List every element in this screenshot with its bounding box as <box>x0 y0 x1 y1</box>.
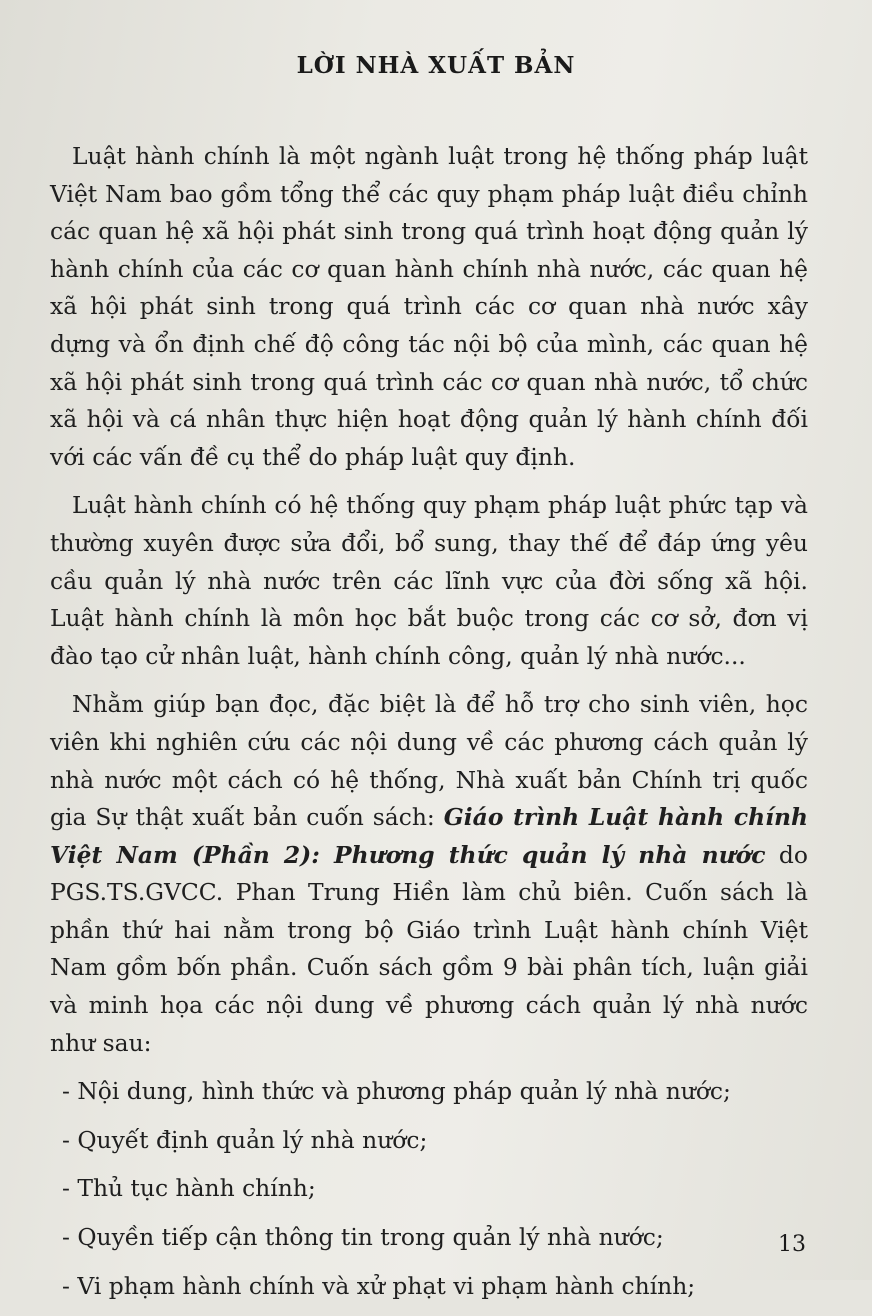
paragraph-description: Luật hành chính có hệ thống quy phạm pháp luật phức tạp và thường xuyên được sửa đổi, bổ sung, thay thế để đáp ứng yêu cầu quản lý nhà nước trên các lĩnh vực của đời sống xã hội. Luật hành chính là môn học bắt buộc trong các cơ sở, đơn vị đào tạo cử nhân luật, hành chính công, quản lý nhà nước... <box>50 491 808 670</box>
book-title: Giáo trình Luật hành chính Việt Nam (Phần 2): Phương thức quản lý nhà nước <box>50 803 808 869</box>
paragraph-publication <box>50 686 808 1062</box>
list-item: - Quyết định quản lý nhà nước; <box>62 1125 428 1154</box>
list-item: - Nội dung, hình thức và phương pháp quản lý nhà nước; <box>62 1077 731 1106</box>
page-body <box>50 138 808 1316</box>
page-title: LỜI NHÀ XUẤT BẢN <box>296 52 576 79</box>
page-number: 13 <box>778 1232 806 1257</box>
paragraph-publication-end: do PGS.TS.GVCC. Phan Trung Hiền làm chủ biên. Cuốn sách là phần thứ hai nằm trong bộ Giáo trình Luật hành chính Việt Nam gồm bốn phần. Cuốn sách gồm 9 bài phân tích, luận giải và minh họa các nội dung về phương cách quản lý nhà nước như sau: <box>50 840 808 1057</box>
contents-list <box>50 1073 808 1304</box>
show-through-text <box>700 0 707 38</box>
list-item: - Quyền tiếp cận thông tin trong quản lý nhà nước; <box>62 1223 664 1252</box>
list-item: - Vi phạm hành chính và xử phạt vi phạm hành chính; <box>62 1271 696 1300</box>
paragraph-intro: Luật hành chính là một ngành luật trong hệ thống pháp luật Việt Nam bao gồm tổng thể các quy phạm pháp luật điều chỉnh các quan hệ xã hội phát sinh trong quá trình hoạt động quản lý hành chính của các cơ quan hành chính nhà nước, các quan hệ xã hội phát sinh trong quá trình các cơ quan nhà nước xây dựng và ổn định chế độ công tác nội bộ của mình, các quan hệ xã hội phát sinh trong quá trình các cơ quan nhà nước, tổ chức xã hội và cá nhân thực hiện hoạt động quản lý hành chính đối với các vấn đề cụ thể do pháp luật quy định. <box>50 142 808 471</box>
list-item: - Thủ tục hành chính; <box>62 1174 316 1203</box>
paragraph-publication-start: Nhằm giúp bạn đọc, đặc biệt là để hỗ trợ cho sinh viên, học viên khi nghiên cứu các nội dung về các phương cách quản lý nhà nước một cách có hệ thống, Nhà xuất bản Chính trị quốc gia Sự thật xuất bản cuốn sách: <box>50 690 808 832</box>
